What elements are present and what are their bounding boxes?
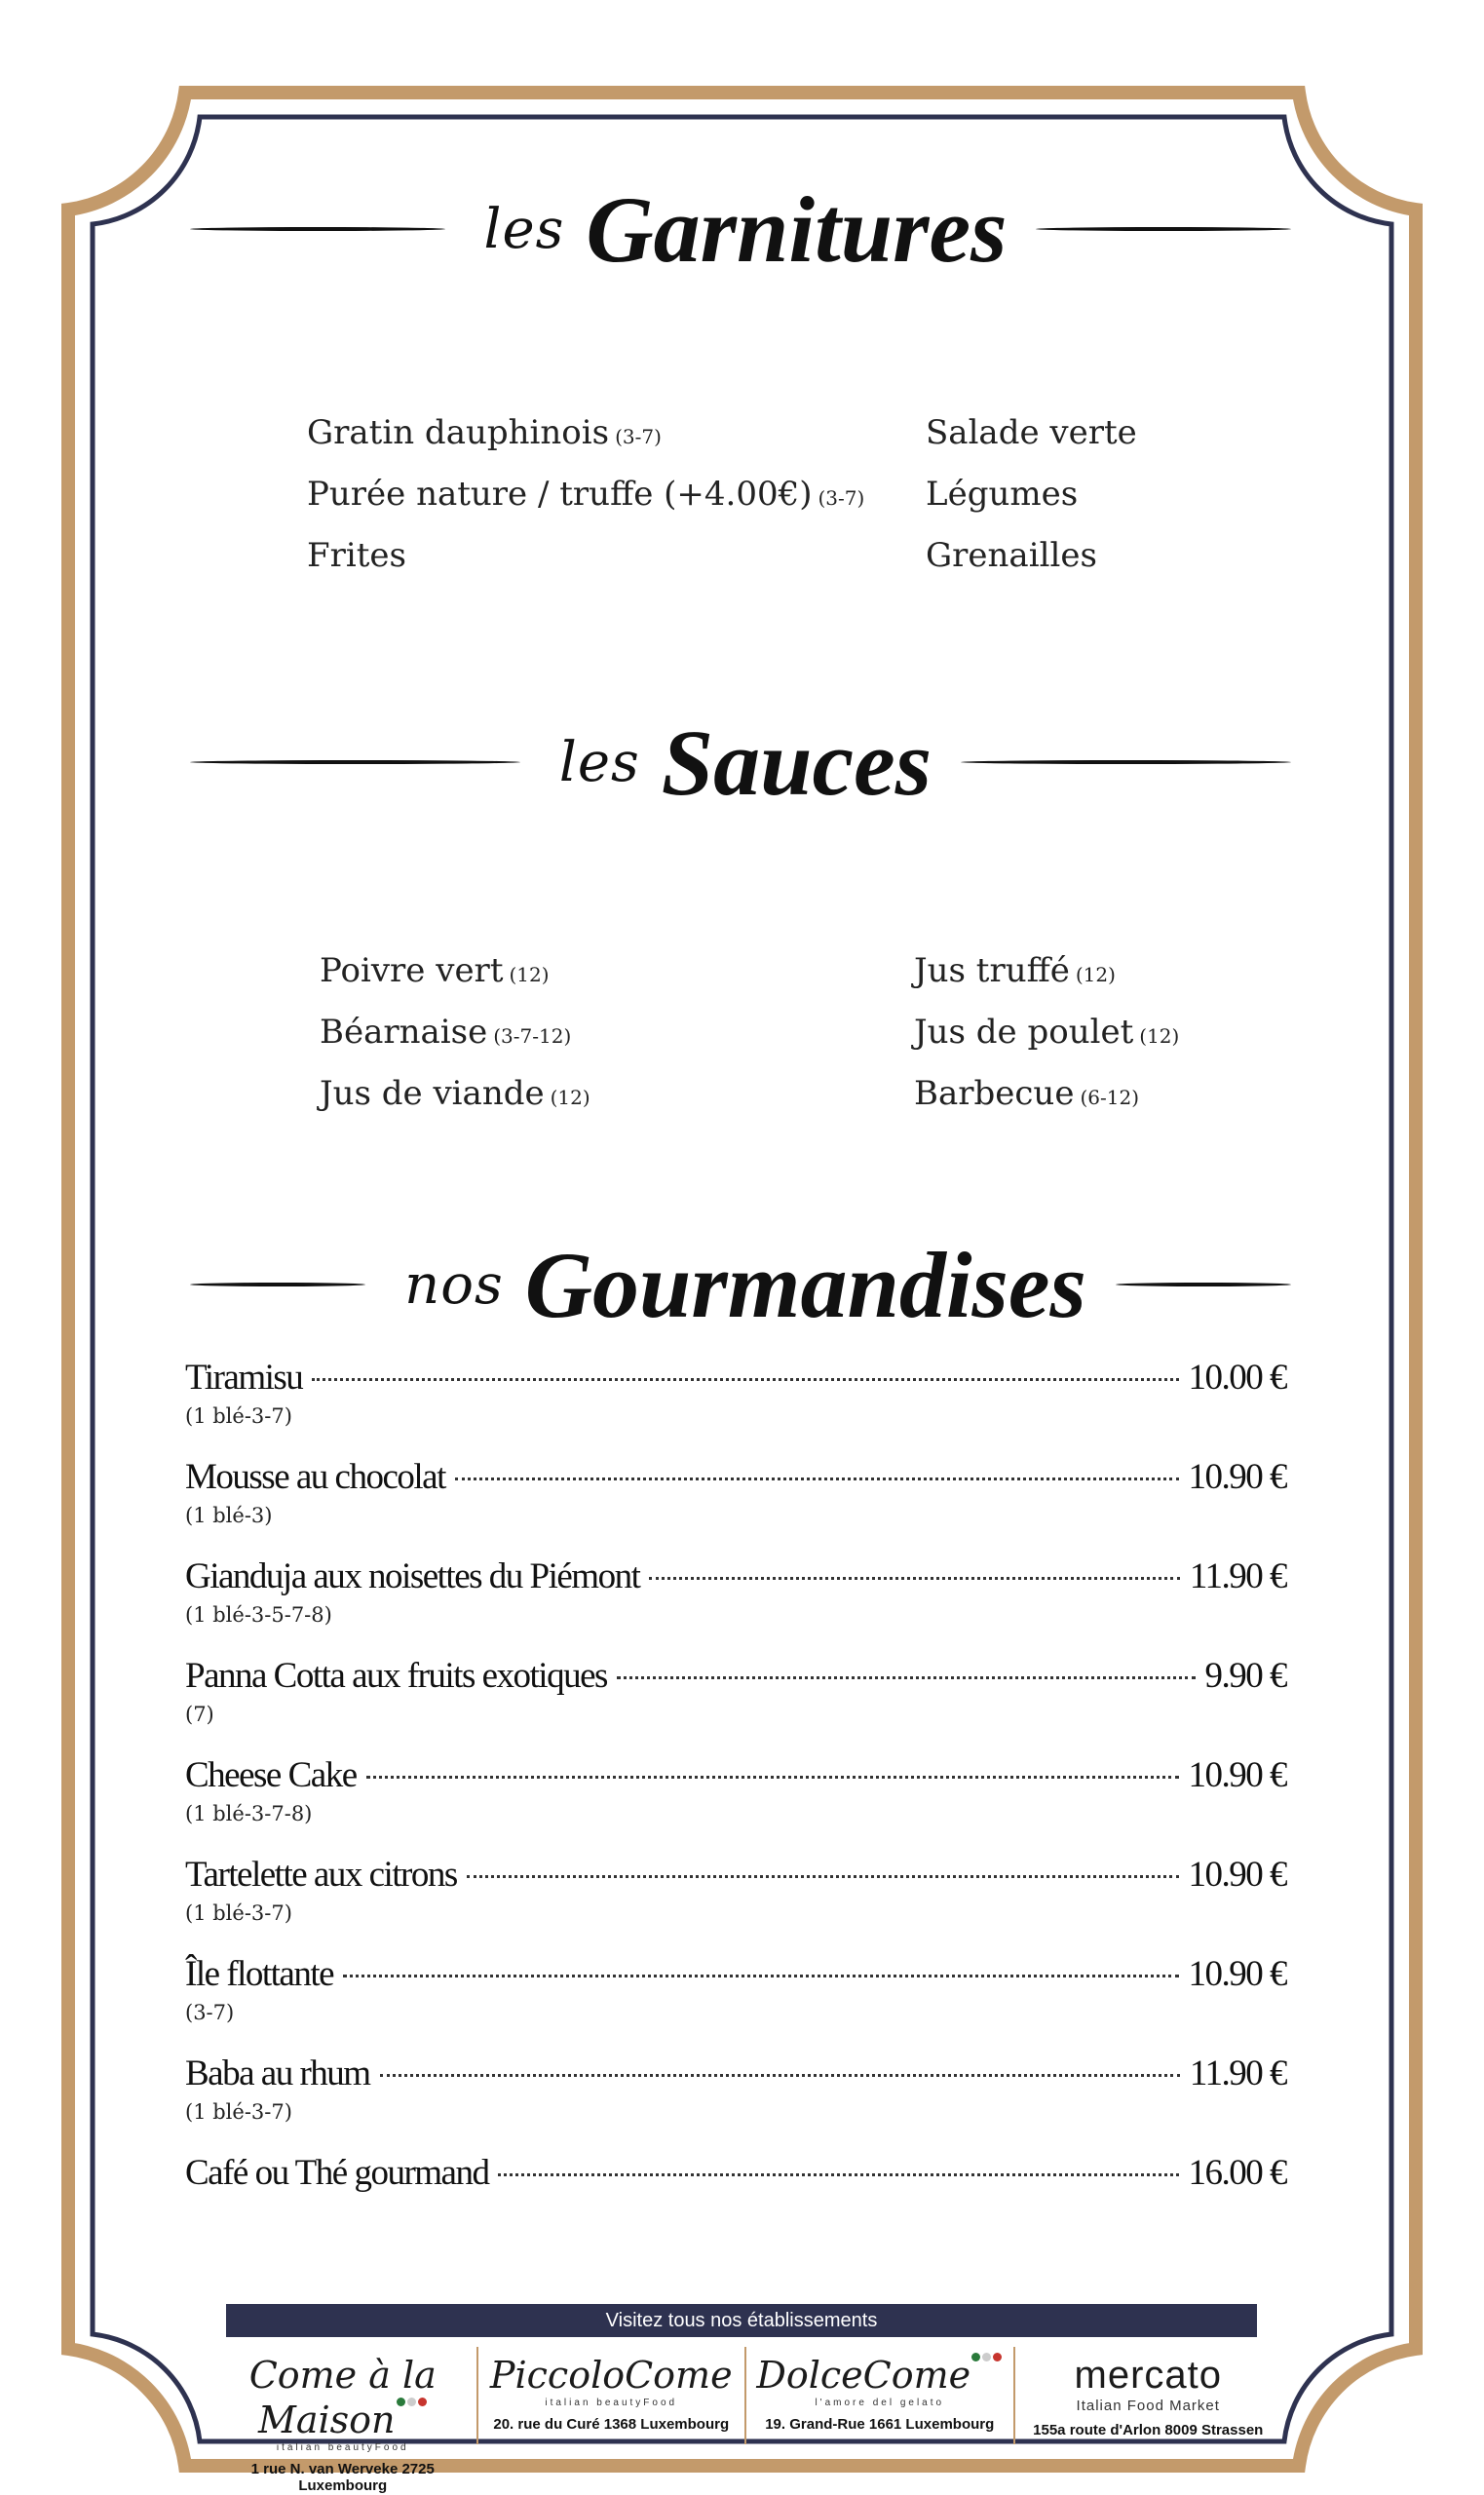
allergen-code: (3-7-12) [493, 1024, 572, 1048]
list-item [914, 1063, 1179, 1125]
allergen-code: (1 blé-3-7) [185, 2100, 292, 2124]
brand-logo [478, 2353, 745, 2398]
dessert-price: 9.90 € [1204, 1656, 1286, 1696]
dessert-name: Café ou Thé gourmand [185, 2153, 489, 2193]
allergen-code: (3-7) [185, 2001, 235, 2024]
allergen-code: (12) [509, 963, 550, 986]
brand-piccolo-come [476, 2347, 745, 2444]
dessert-price: 11.90 € [1189, 2054, 1286, 2093]
brand-address: 19. Grand-Rue 1661 Luxembourg [765, 2416, 995, 2433]
sauce-name: Jus de viande [320, 1074, 545, 1113]
list-item [320, 1002, 590, 1063]
allergen-code: (1 blé-3-7) [185, 1404, 292, 1428]
dessert-name: Baba au rhum [185, 2054, 370, 2093]
dessert-item [185, 2053, 1286, 2152]
dessert-item [185, 1953, 1286, 2053]
dessert-item [185, 1357, 1286, 1456]
sauce-name: Béarnaise [320, 1013, 488, 1052]
garniture-name: Frites [307, 536, 406, 575]
sauces-left-list [320, 940, 590, 1125]
header-rule-right [961, 760, 1291, 764]
logo-dots-icon [396, 2399, 428, 2441]
dessert-list [185, 1357, 1286, 2251]
garniture-name: Gratin dauphinois [307, 413, 610, 452]
brand-address: 155a route d'Arlon 8009 Strassen [1033, 2422, 1264, 2438]
header-rule-right [1116, 1283, 1291, 1286]
dessert-item [185, 1655, 1286, 1754]
dessert-price: 16.00 € [1188, 2153, 1286, 2193]
leader-dots [617, 1676, 1196, 1679]
sauces-right-list [914, 940, 1179, 1125]
dessert-price: 10.90 € [1188, 1755, 1286, 1795]
dessert-price: 10.00 € [1188, 1358, 1286, 1398]
sauces-title: Sauces [661, 710, 932, 815]
leader-dots [498, 2173, 1178, 2176]
allergen-code: (12) [550, 1086, 590, 1109]
dessert-item [185, 2152, 1286, 2251]
dessert-name: Mousse au chocolat [185, 1457, 445, 1497]
leader-dots [312, 1378, 1178, 1381]
sauce-name: Jus de poulet [914, 1013, 1134, 1052]
brand-name: PiccoloCome [489, 2354, 733, 2397]
list-item [914, 1002, 1179, 1063]
header-rule-left [190, 760, 520, 764]
brand-name: mercato [1074, 2354, 1222, 2397]
brand-mercato [1013, 2347, 1282, 2444]
header-rule-left [190, 227, 445, 231]
allergen-code: (1 blé-3) [185, 1504, 273, 1527]
garnitures-left-list [307, 403, 864, 587]
leader-dots [366, 1776, 1179, 1779]
gourmandises-header [190, 1226, 1291, 1343]
dessert-item [185, 1555, 1286, 1655]
dessert-item [185, 1456, 1286, 1555]
garniture-name: Légumes [926, 475, 1079, 514]
garniture-name: Salade verte [926, 413, 1137, 452]
brand-tagline: Italian Food Market [1076, 2398, 1220, 2414]
dessert-item [185, 1854, 1286, 1953]
list-item [926, 525, 1137, 587]
footer-banner: Visitez tous nos établissements [226, 2304, 1257, 2337]
allergen-code: (6-12) [1080, 1086, 1140, 1109]
leader-dots [343, 1975, 1178, 1977]
brand-tagline: italian beautyFood [545, 2398, 678, 2408]
leader-dots [455, 1478, 1179, 1480]
dessert-name: Tiramisu [185, 1358, 303, 1398]
garniture-name: Grenailles [926, 536, 1097, 575]
dessert-item [185, 1754, 1286, 1854]
leader-dots [380, 2074, 1180, 2077]
allergen-code: (12) [1075, 963, 1116, 986]
garnitures-header [190, 171, 1291, 288]
header-rule-left [190, 1283, 365, 1286]
sauce-name: Barbecue [914, 1074, 1075, 1113]
brand-logo [209, 2353, 476, 2442]
brand-address: 1 rue N. van Werveke 2725 Luxembourg [250, 2461, 435, 2494]
leader-dots [649, 1577, 1179, 1580]
gourmandises-title: Gourmandises [524, 1232, 1086, 1337]
allergen-code: (1 blé-3-7-8) [185, 1802, 313, 1825]
sauces-header [190, 704, 1291, 821]
allergen-code: (12) [1139, 1024, 1180, 1048]
garnitures-title: Garnitures [586, 176, 1008, 282]
brand-address: 20. rue du Curé 1368 Luxembourg [493, 2416, 730, 2433]
sauce-name: Poivre vert [320, 951, 504, 990]
brand-logo [1015, 2353, 1282, 2398]
allergen-code: (3-7) [615, 425, 662, 448]
brand-name: Come à la Maison [248, 2354, 437, 2441]
garniture-name: Purée nature / truffe (+4.00€) [307, 475, 813, 514]
garnitures-right-list [926, 403, 1137, 587]
sauce-name: Jus truffé [914, 951, 1070, 990]
brand-come-a-la-maison [209, 2347, 476, 2494]
list-item [914, 940, 1179, 1002]
dessert-name: Cheese Cake [185, 1755, 357, 1795]
footer-brands [209, 2347, 1281, 2494]
dessert-price: 11.90 € [1189, 1556, 1286, 1596]
dessert-price: 10.90 € [1188, 1954, 1286, 1994]
dessert-name: Panna Cotta aux fruits exotiques [185, 1656, 607, 1696]
list-item [926, 403, 1137, 464]
list-item [320, 1063, 590, 1125]
allergen-code: (7) [185, 1703, 214, 1726]
list-item [307, 464, 864, 525]
list-item [926, 464, 1137, 525]
brand-dolce-come [744, 2347, 1013, 2444]
gourmandises-prefix: nos [404, 1252, 504, 1317]
list-item [307, 525, 864, 587]
allergen-code: (1 blé-3-7) [185, 1901, 292, 1925]
logo-dots-icon [970, 2354, 1003, 2397]
brand-tagline: l'amore del gelato [815, 2398, 945, 2408]
brand-name: DolceCome [756, 2354, 971, 2397]
leader-dots [467, 1875, 1179, 1878]
list-item [307, 403, 864, 464]
header-rule-right [1036, 227, 1291, 231]
dessert-name: Tartelette aux citrons [185, 1855, 457, 1895]
list-item [320, 940, 590, 1002]
dessert-name: Île flottante [185, 1954, 334, 1994]
brand-logo [746, 2353, 1013, 2398]
garnitures-prefix: les [483, 197, 565, 261]
allergen-code: (1 blé-3-5-7-8) [185, 1603, 332, 1627]
dessert-name: Gianduja aux noisettes du Piémont [185, 1556, 640, 1596]
allergen-code: (3-7) [818, 486, 865, 510]
brand-tagline: italian beautyFood [276, 2442, 409, 2453]
dessert-price: 10.90 € [1188, 1855, 1286, 1895]
sauces-prefix: les [558, 730, 640, 794]
dessert-price: 10.90 € [1188, 1457, 1286, 1497]
